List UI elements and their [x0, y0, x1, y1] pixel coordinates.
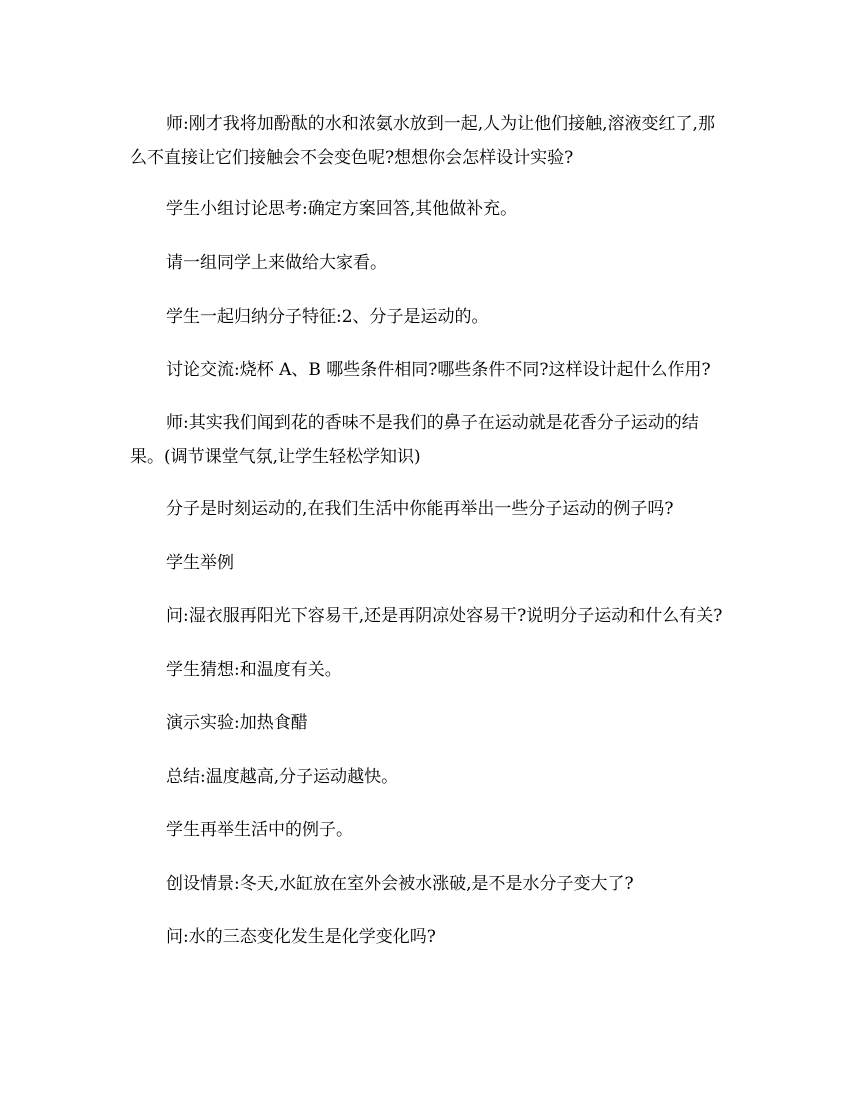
paragraph-motion-examples-question	[130, 492, 730, 526]
paragraph-discussion-exchange	[130, 353, 730, 387]
paragraph-student-examples	[130, 546, 730, 580]
paragraph-teacher-question	[130, 107, 730, 175]
paragraph-text: 创设情景:冬天,水缸放在室外会被水涨破,是不是水分子变大了?	[166, 874, 634, 894]
paragraph-state-change-question	[130, 920, 730, 954]
paragraph-text: 问:湿衣服再阳光下容易干,还是再阴凉处容易干?说明分子运动和什么有关?	[166, 606, 723, 626]
paragraph-text: 学生再举生活中的例子。	[166, 820, 353, 840]
paragraph-text: 学生猜想:和温度有关。	[166, 660, 342, 680]
paragraph-group-discussion	[130, 192, 730, 226]
paragraph-summary	[130, 760, 730, 794]
paragraph-text: 讨论交流:烧杯 A、B 哪些条件相同?哪些条件不同?这样设计起什么作用?	[166, 360, 711, 380]
paragraph-text: 学生小组讨论思考:确定方案回答,其他做补充。	[166, 199, 518, 219]
paragraph-text: 师:其实我们闻到花的香味不是我们的鼻子在运动就是花香分子运动的结果。(调节课堂气氛,让学生轻松学知识)	[130, 413, 699, 467]
paragraph-text: 请一组同学上来做给大家看。	[166, 253, 387, 273]
paragraph-text: 学生一起归纳分子特征:2、分子是运动的。	[166, 307, 489, 327]
paragraph-wet-clothes-question	[130, 599, 730, 633]
paragraph-molecule-feature	[130, 300, 730, 334]
paragraph-flower-scent	[130, 406, 730, 474]
paragraph-scenario	[130, 867, 730, 901]
paragraph-text: 分子是时刻运动的,在我们生活中你能再举出一些分子运动的例子吗?	[166, 499, 674, 519]
paragraph-more-examples	[130, 813, 730, 847]
paragraph-text: 问:水的三态变化发生是化学变化吗?	[166, 927, 436, 947]
paragraph-text: 学生举例	[166, 553, 234, 573]
paragraph-group-demo	[130, 246, 730, 280]
paragraph-demo-experiment	[130, 706, 730, 740]
paragraph-text: 总结:温度越高,分子运动越快。	[166, 767, 399, 787]
paragraph-student-guess	[130, 653, 730, 687]
paragraph-text: 师:刚才我将加酚酞的水和浓氨水放到一起,人为让他们接触,溶液变红了,那么不直接让它们接触会不会变色呢?想想你会怎样设计实验?	[130, 114, 715, 168]
paragraph-text: 演示实验:加热食醋	[166, 713, 308, 733]
